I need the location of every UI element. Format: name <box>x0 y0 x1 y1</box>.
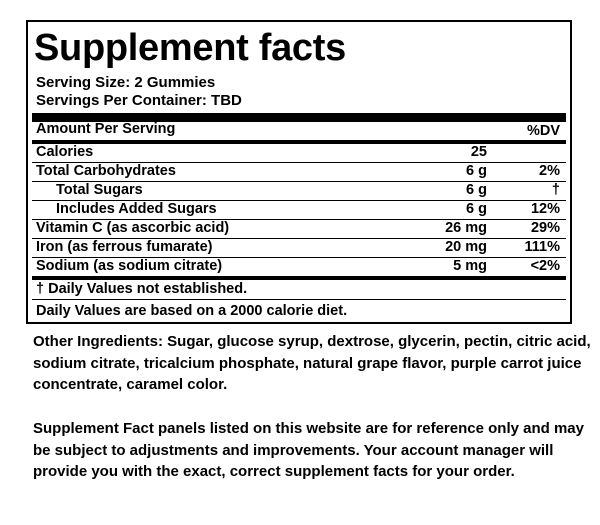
nutrient-row-calories <box>36 143 560 162</box>
nutrient-amount: 6 g <box>466 182 487 198</box>
nutrient-label: Vitamin C (as ascorbic acid) <box>36 220 230 236</box>
nutrient-row-carbohydrates <box>36 162 560 181</box>
nutrient-row-sodium <box>36 257 560 276</box>
nutrient-label: Iron (as ferrous fumarate) <box>36 239 213 255</box>
nutrient-label: Total Sugars <box>56 182 143 198</box>
supplement-facts-panel <box>26 20 572 324</box>
nutrient-dv: 29% <box>530 220 560 236</box>
nutrient-amount: 6 g <box>466 163 487 179</box>
servings-per-container: Servings Per Container: TBD <box>36 92 242 109</box>
serving-size: Serving Size: 2 Gummies <box>36 74 216 91</box>
nutrient-label: Total Carbohydrates <box>36 163 176 179</box>
header-amount-per-serving: Amount Per Serving <box>36 121 176 137</box>
nutrient-row-vitamin-c <box>36 219 560 238</box>
nutrient-amount: 20 mg <box>445 239 487 255</box>
nutrient-row-iron <box>36 238 560 257</box>
disclaimer: Supplement Fact panels listed on this website are for reference only and may be subject to adjustments and improvements. Your account manager will provide you with the exact, correct supplement facts for your order. <box>33 420 584 480</box>
panel-title: Supplement facts <box>34 27 346 69</box>
nutrient-label: Calories <box>36 144 94 160</box>
nutrient-dv: 111% <box>524 239 560 255</box>
nutrient-dv: 12% <box>530 201 560 217</box>
other-ingredients: Other Ingredients: Sugar, glucose syrup, dextrose, glycerin, pectin, citric acid, sodium citrate, tricalcium phosphate, natural grape flavor, purple carrot juice concentrate, caramel color. <box>33 333 591 393</box>
header-dv-row <box>36 122 560 141</box>
header-dv: %DV <box>526 123 560 139</box>
nutrient-dv: † <box>551 182 560 198</box>
nutrient-dv: 2% <box>539 163 560 179</box>
nutrient-label: Sodium (as sodium citrate) <box>36 258 223 274</box>
footnote-calorie: Daily Values are based on a 2000 calorie diet. <box>36 303 348 319</box>
nutrient-amount: 5 mg <box>453 258 487 274</box>
footnote-dagger: † Daily Values not established. <box>36 281 248 297</box>
footnote-divider <box>32 299 566 300</box>
nutrient-row-added-sugars <box>36 200 560 219</box>
nutrient-dv: <2% <box>530 258 560 274</box>
nutrient-amount: 25 <box>470 144 487 160</box>
nutrient-row-total-sugars <box>36 181 560 200</box>
nutrient-amount: 26 mg <box>445 220 487 236</box>
nutrient-label: Includes Added Sugars <box>56 201 217 217</box>
nutrient-amount: 6 g <box>466 201 487 217</box>
